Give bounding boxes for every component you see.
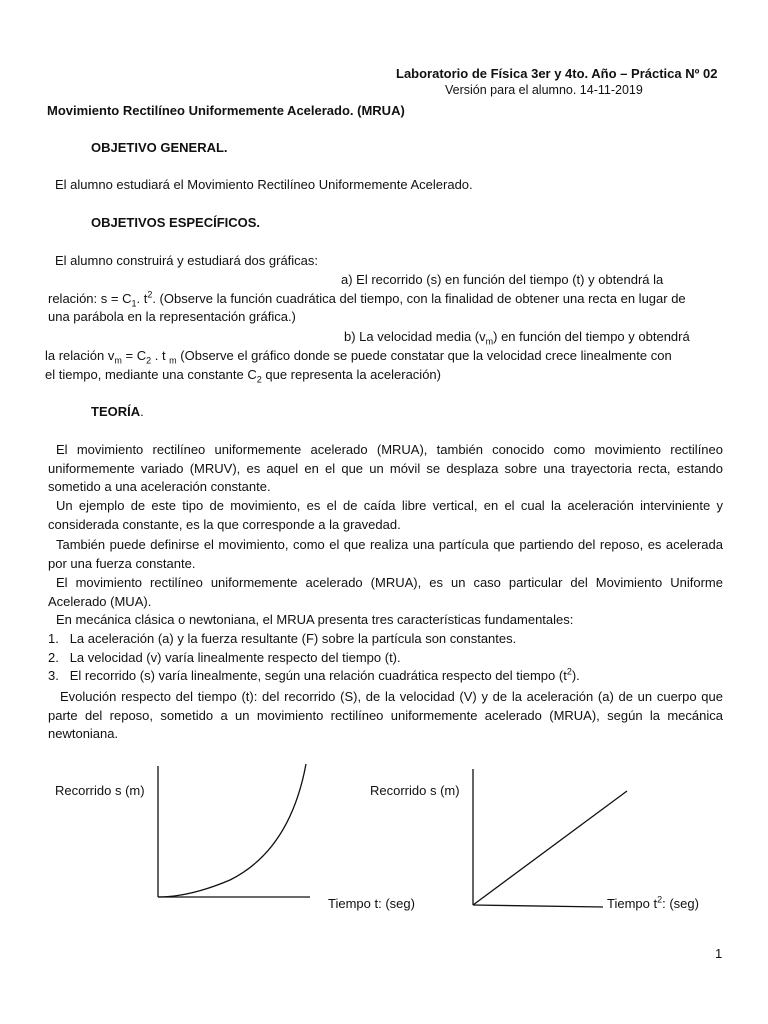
- teoria-paragraph-1: El movimiento rectilíneo uniformemente acelerado (MRUA), también conocido como movimiento rectilíneo uniformemente variado (MRUV), es aquel en el que un móvil se desplaza sobre una trayectoria recta, estando sometido a una aceleración constante.: [48, 442, 723, 494]
- objetivo-a-line1: a) El recorrido (s) en función del tiempo (t) y obtendrá la: [341, 272, 664, 287]
- heading-teoria: TEORÍA.: [91, 404, 144, 419]
- objetivo-a-line2: relación: $s = C_1$. $t^2$. (Observe la función cuadrática del tiempo, con la finalidad de obtener una recta en lugar de: [48, 289, 686, 309]
- objetivo-a-line3: una parábola en la representación gráfica.): [48, 309, 296, 324]
- page-number: 1: [715, 946, 723, 961]
- caracteristicas-list: [48, 630, 728, 686]
- objetivo-general-text: El alumno estudiará el Movimiento Rectilíneo Uniformemente Acelerado.: [55, 177, 473, 192]
- list-item: 2. La velocidad (v) varía linealmente respecto del tiempo (t).: [48, 649, 401, 665]
- graph2-ylabel: Recorrido s (m): [370, 783, 460, 798]
- teoria-paragraph-3: También puede definirse el movimiento, como el que realiza una partícula que partiendo del reposo, es acelerada por una fuerza constante.: [48, 537, 723, 571]
- teoria-paragraph-4: El movimiento rectilíneo uniformemente acelerado (MRUA), es un caso particular del Movimiento Uniforme Acelerado (MUA).: [48, 575, 723, 609]
- graph2-x-axis: [473, 905, 603, 907]
- heading-objetivo-general: OBJETIVO GENERAL.: [91, 140, 228, 155]
- heading-objetivos-especificos: OBJETIVOS ESPECÍFICOS.: [91, 215, 261, 230]
- graph2-line-plot: [465, 765, 605, 910]
- graph2-xlabel: Tiempo $t^2$: (seg): [607, 894, 699, 911]
- header-version-line: Versión para el alumno. 14-11-2019: [445, 83, 643, 97]
- graph1-parabola-plot: [150, 760, 310, 900]
- teoria-paragraph-2: Un ejemplo de este tipo de movimiento, es el de caída libre vertical, en el cual la aceleración interviniente y considerada constante, es la que corresponde a la gravedad.: [48, 498, 723, 532]
- graph2-straight-line: [473, 791, 627, 905]
- header-title-line: Laboratorio de Física 3er y 4to. Año – Práctica Nº 02: [396, 66, 718, 81]
- graph1-curve: [158, 764, 306, 897]
- graph1-xlabel: Tiempo t: (seg): [328, 896, 415, 911]
- objetivo-b-line2: la relación $v_m = C_2$ . t $_m$ (Observe el gráfico donde se puede constatar que la velocidad crece linealmente con: [45, 348, 672, 366]
- objetivo-b-line1: b) La velocidad media $(v_m)$ en función del tiempo y obtendrá: [344, 329, 690, 347]
- list-item: 3. El recorrido (s) varía linealmente, según una relación cuadrática respecto del tiempo $(t^2)$.: [48, 666, 580, 683]
- doc-title: Movimiento Rectilíneo Uniformemente Acelerado. (MRUA): [47, 103, 405, 118]
- objetivos-intro: El alumno construirá y estudiará dos gráficas:: [55, 253, 319, 268]
- teoria-paragraph-5: En mecánica clásica o newtoniana, el MRUA presenta tres características fundamentales:: [56, 612, 574, 627]
- graph1-ylabel: Recorrido s (m): [55, 783, 145, 798]
- list-item: 1. La aceleración (a) y la fuerza resultante (F) sobre la partícula son constantes.: [48, 631, 517, 646]
- objetivo-b-line3: el tiempo, mediante una constante $C_2$ que representa la aceleración): [45, 367, 441, 385]
- teoria-paragraph-6: Evolución respecto del tiempo (t): del recorrido (S), de la velocidad (V) y de la aceleración (a) de un cuerpo que parte del reposo, sometido a un movimiento rectilíneo uniformemente acelerado (MRUA), según la mecánica newtoniana.: [48, 689, 723, 741]
